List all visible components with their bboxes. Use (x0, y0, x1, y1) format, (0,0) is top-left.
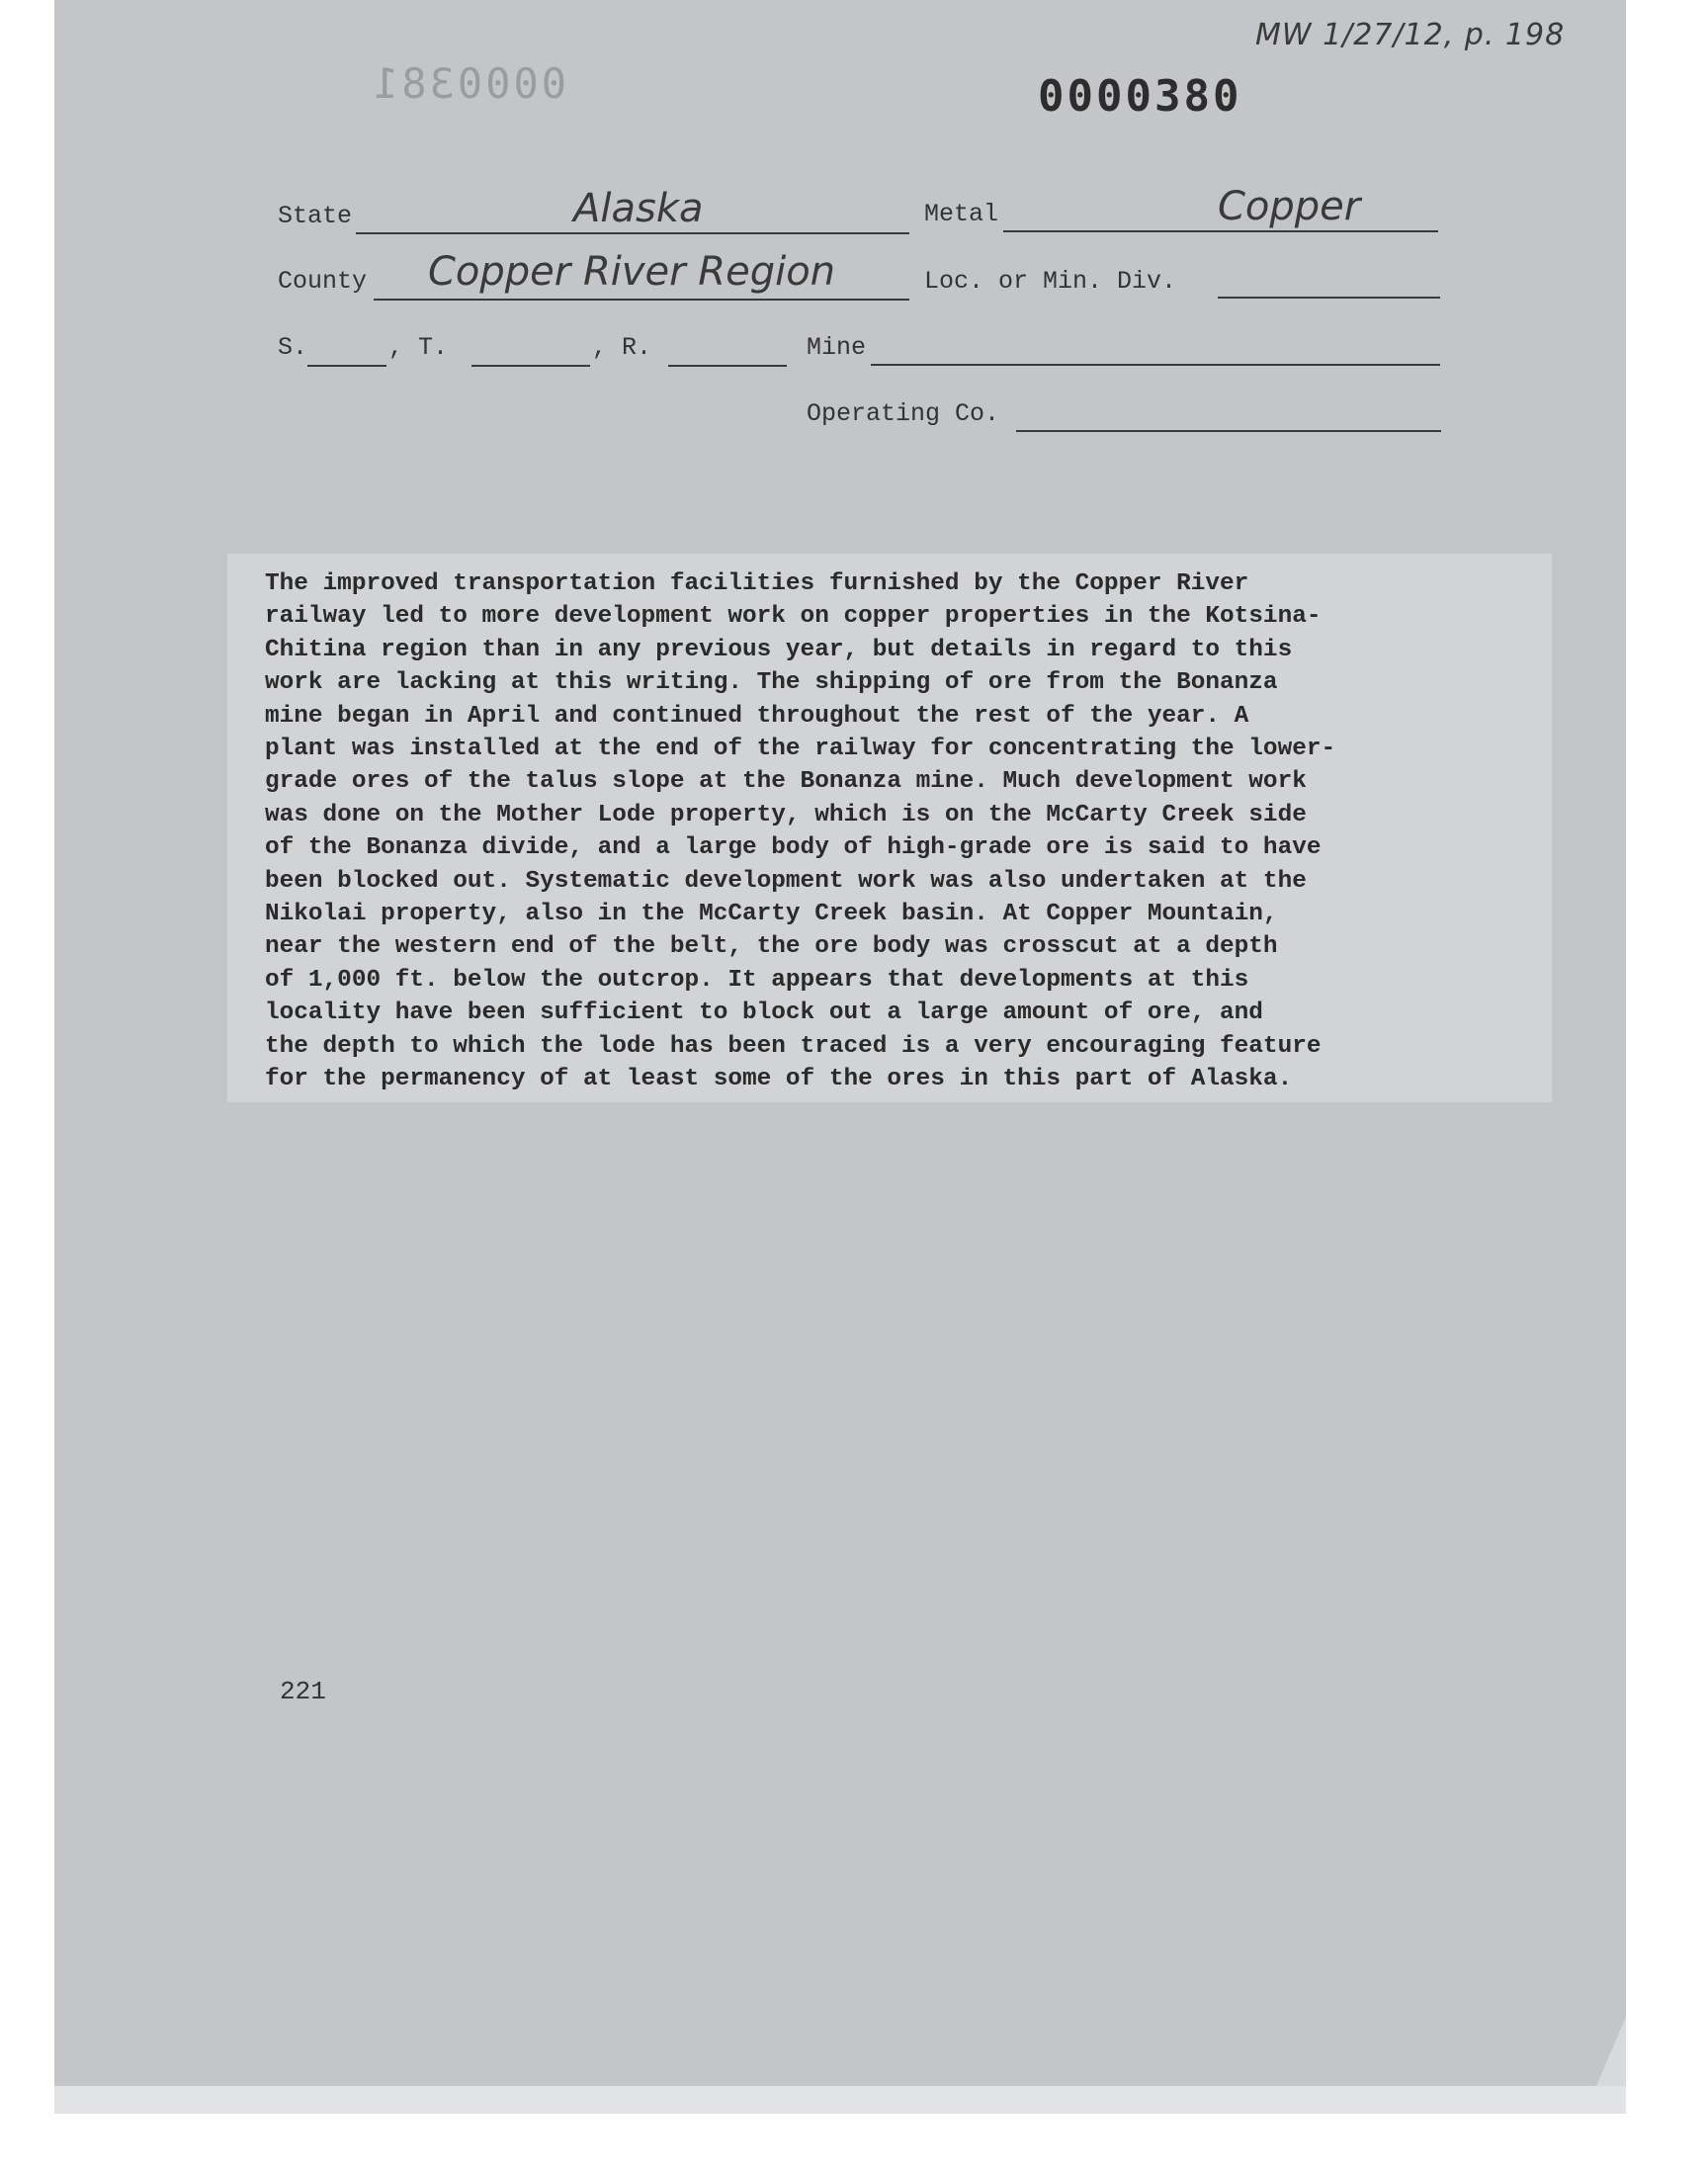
clipping-line: Chitina region than in any previous year, but details in regard to this (265, 636, 1293, 663)
loc-line (1218, 297, 1440, 299)
metal-label: Metal (924, 200, 999, 228)
range-label: , R. (592, 333, 652, 362)
mine-line (871, 364, 1440, 366)
clipping-line: the depth to which the lode has been traced is a very encouraging feature (265, 1032, 1322, 1060)
operating-co-label: Operating Co. (807, 399, 1000, 428)
clipping-line: of 1,000 ft. below the outcrop. It appears that developments at this (265, 966, 1249, 994)
clipping-line: plant was installed at the end of the railway for concentrating the lower- (265, 736, 1336, 763)
clipping-line: locality have been sufficient to block out a large amount of ore, and (265, 1000, 1263, 1027)
mine-label: Mine (807, 333, 867, 362)
clipping-line: grade ores of the talus slope at the Bonanza mine. Much development work (265, 768, 1307, 796)
metal-line (1003, 230, 1438, 232)
clipping-line: for the permanency of at least some of the ores in this part of Alaska. (265, 1066, 1293, 1093)
county-line (374, 299, 909, 301)
stamp-number: 0000380 (1038, 71, 1242, 122)
document-page (54, 0, 1626, 2086)
state-value: Alaska (573, 186, 704, 231)
state-label: State (278, 202, 353, 230)
clipping-line: mine began in April and continued throughout the rest of the year. A (265, 702, 1249, 730)
clipping-line: railway led to more development work on copper properties in the Kotsina- (265, 603, 1322, 631)
handwritten-reference: MW 1/27/12, p. 198 (1255, 18, 1566, 52)
state-line (356, 232, 909, 234)
clipping-line: near the western end of the belt, the ore body was crosscut at a depth (265, 933, 1278, 961)
township-line (471, 365, 590, 367)
clipping-line: been blocked out. Systematic development work was also undertaken at the (265, 867, 1307, 895)
clipping-line: was done on the Mother Lode property, which is on the McCarty Creek side (265, 801, 1307, 828)
clipping-line: The improved transportation facilities furnished by the Copper River (265, 570, 1249, 597)
page-edge (54, 2086, 1626, 2114)
corner-fold (1596, 2017, 1626, 2086)
township-label: , T. (388, 333, 449, 362)
metal-value: Copper (1218, 184, 1361, 229)
text-clipping (227, 554, 1552, 1102)
county-label: County (278, 267, 368, 296)
clipping-line: work are lacking at this writing. The shipping of ore from the Bonanza (265, 669, 1278, 697)
loc-label: Loc. or Min. Div. (924, 267, 1177, 296)
section-label: S. (278, 333, 308, 362)
range-line (668, 365, 787, 367)
clipping-line: Nikolai property, also in the McCarty Creek basin. At Copper Mountain, (265, 901, 1278, 928)
county-value: Copper River Region (428, 249, 836, 295)
mirrored-stamp-number: 0000381 (371, 59, 567, 108)
section-line (307, 365, 386, 367)
operating-co-line (1016, 430, 1441, 432)
page-number: 221 (280, 1677, 326, 1706)
clipping-line: of the Bonanza divide, and a large body of high-grade ore is said to have (265, 834, 1322, 862)
